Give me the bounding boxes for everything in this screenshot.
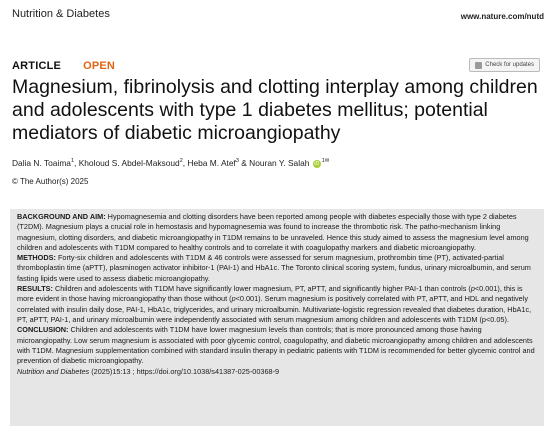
results-heading: RESULTS: [17,284,53,294]
abstract-results [17,284,537,325]
article-type-label: ARTICLE [12,60,62,72]
author-list [12,158,329,168]
abstract-box [10,209,544,426]
methods-text: Forty-six children and adolescents with T1DM & 46 controls were assessed for serum magnesium, prothrombin time (PT), activated-partial thromboplastin time (aPTT), plasminogen activator inhibitor-1 (PAI-1) and HbA1c. The Toronto clinical scoring system, fundus, urinary microalbumin, and serum fasting lipids were used to assess diabetic microangiopathy. [17,253,531,283]
author-name[interactable]: Heba M. Atef [187,158,236,168]
conclusion-text: Children and adolescents with T1DM have lower magnesium levels than controls; that is more pronounced among those having microangiopathy. Low serum magnesium is associated with poor glycemic control, coagulopathy, and diabetic microangiopathy among children and adolescents with T1DM. Magnesium supplementation combined with standard insulin therapy in pediatric patients with T1DM is recommended for better glycemic control and prevention of diabetic microangiopathy. [17,325,535,366]
check-for-updates-label: Check for updates [485,62,534,68]
citation-journal: Nutrition and Diabetes [17,367,90,377]
citation-doi[interactable]: (2025)15:13 ; https://doi.org/10.1038/s41387-025-00368-9 [89,367,280,377]
author-separator: & [238,158,250,168]
open-access-label: OPEN [83,60,116,72]
author-name[interactable]: Nouran Y. Salah [249,158,310,168]
author-affiliation: 1 [70,158,75,165]
background-text: Hypomagnesemia and clotting disorders have been reported among people with diabetes especially those with type 2 diabetes (T2DM). Magnesium plays a crucial role in hemostasis and hypomagnesemia was found to increase the thrombotic risk. The patho-mechanism linking magnesium, clotting disorders, and diabetic microangiopathy in T1DM remains to be unraveled. Hence this study aimed to assess the magnesium level among children and adolescents with T1DM compared to healthy controls and to correlate it with coagulopathy markers and diabetic microangiopathy. [17,212,529,252]
orcid-icon[interactable]: iD [314,160,320,167]
journal-url[interactable]: www.nature.com/nutd [460,12,544,21]
p-value-symbol: p [231,294,236,304]
methods-heading: METHODS: [17,253,56,263]
article-type-row [12,60,115,72]
background-heading: BACKGROUND AND AIM: [17,212,106,221]
author-name[interactable]: Dalia N. Toaima [12,158,71,168]
results-text: <0.001), this is more evident in those having microangiopathy than those without ( [17,284,523,304]
results-text: <0.001). Serum magnesium is positively correlated with PT, aPTT, and HDL and negatively correlated with insulin daily dose, PAI-1, HbA1c, triglycerides, and urinary microalbumin. Multivariate-logistic regression revealed that diabetes duration, HbA1c, PT, aPTT, PAI-1, and urinary microalbumin were independently associated with serum magnesium among children and adolescents with T1DM (p<0.05). [17,294,532,324]
author-affiliation: 1 [321,158,325,165]
results-text: Children and adolescents with T1DM have significantly lower magnesium, PT, aPTT, and significantly higher PAI-1 than controls ( [52,284,471,294]
journal-name: Nutrition & Diabetes [12,8,110,20]
citation [17,367,537,377]
abstract-background [17,212,537,253]
author-name[interactable]: Kholoud S. Abdel-Maksoud [78,158,180,168]
update-icon [475,62,482,69]
author-separator: , [74,158,79,168]
copyright: © The Author(s) 2025 [12,177,89,186]
author-affiliation: 3 [235,158,239,165]
abstract-methods [17,253,537,284]
conclusion-heading: CONCLUSION: [17,325,69,335]
mail-icon[interactable]: ✉ [324,158,330,165]
article-title: Magnesium, fibrinolysis and clotting interplay among children and adolescents with type 1 diabetes mellitus; potential mediators of diabetic microangiopathy [12,76,538,144]
check-for-updates-button[interactable] [469,58,540,72]
p-value-symbol: p [470,284,475,294]
author-affiliation: 2 [179,158,183,165]
author-separator: , [182,158,188,168]
abstract-conclusion [17,325,537,366]
